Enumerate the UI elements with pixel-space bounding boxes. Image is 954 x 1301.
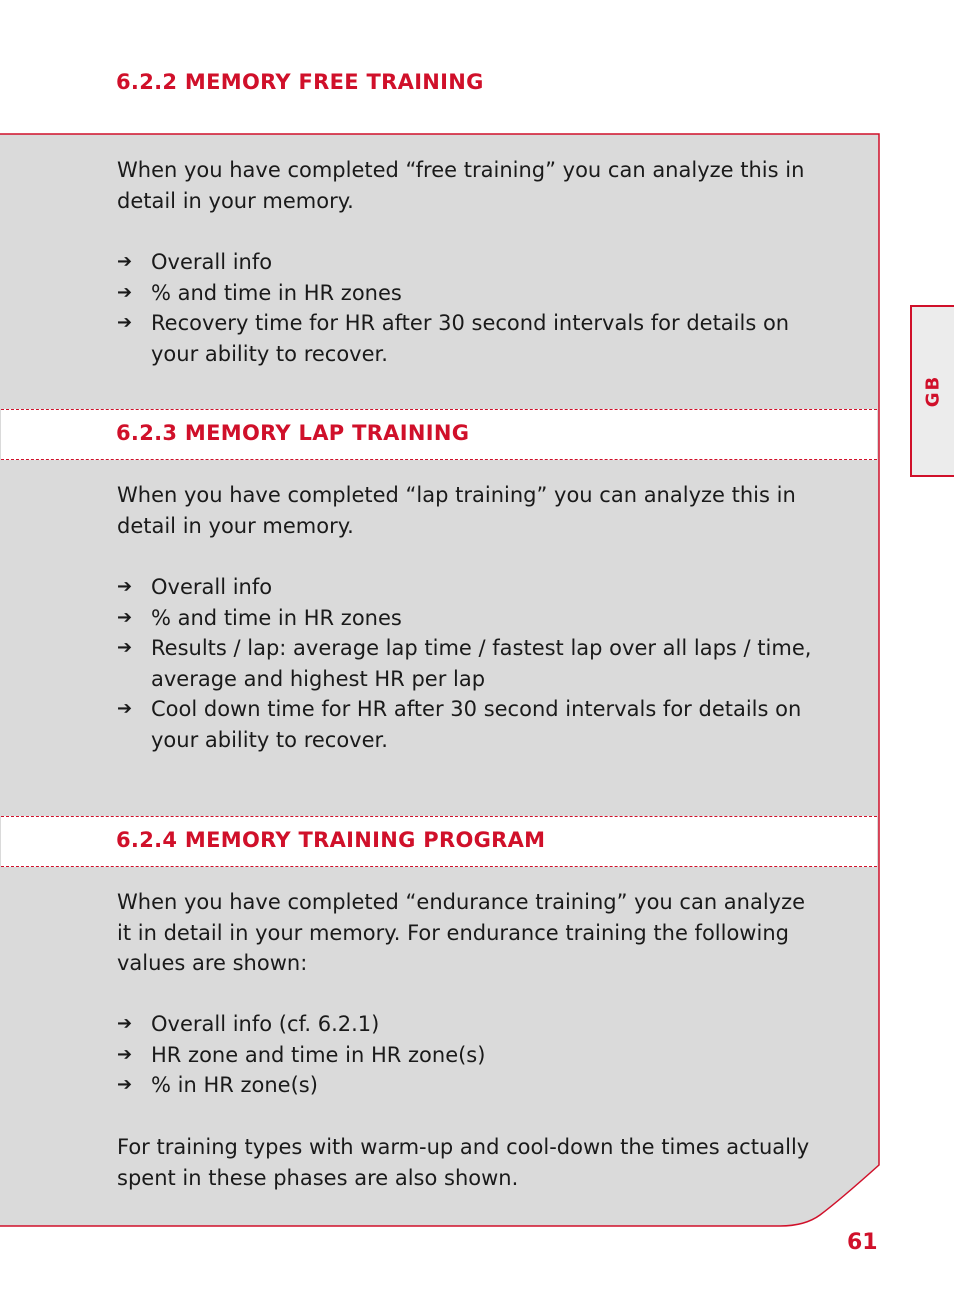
lap-training-heading-band (1, 409, 877, 460)
list-item: ➔ % and time in HR zones (117, 603, 817, 634)
training-program-intro: When you have completed “endurance training” you can analyze it in detail in your memory. For endurance training the following values are shown: (117, 890, 806, 975)
free-training-list (117, 247, 817, 369)
training-program-heading-band (1, 816, 877, 867)
free-training-intro: When you have completed “free training” you can analyze this in detail in your memory. (117, 158, 805, 213)
list-item: ➔ Overall info (117, 572, 817, 603)
language-tab-label: GB (922, 374, 944, 408)
language-tab (910, 305, 954, 477)
page-number: 61 (847, 1230, 878, 1255)
training-program-list (117, 1009, 817, 1101)
training-program-outro: For training types with warm-up and cool-down the times actually spent in these phases are also shown. (117, 1135, 810, 1190)
arrow-icon: ➔ (117, 1043, 133, 1065)
arrow-icon: ➔ (117, 576, 133, 597)
arrow-icon: ➔ (117, 637, 133, 658)
list-item: ➔ Overall info (117, 247, 817, 278)
list-item: ➔ Results / lap: average lap time / fastest lap over all laps / time, average and highest HR per lap (117, 633, 817, 694)
arrow-icon: ➔ (117, 698, 133, 719)
arrow-icon: ➔ (117, 606, 133, 628)
arrow-icon: ➔ (117, 1074, 133, 1095)
list-item: ➔ % in HR zone(s) (117, 1070, 817, 1101)
section-heading-lap-training: 6.2.3 MEMORY LAP TRAINING (116, 421, 470, 445)
list-item: ➔ % and time in HR zones (117, 278, 817, 309)
section-heading-free-training: 6.2.2 MEMORY FREE TRAINING (116, 70, 484, 94)
list-item: ➔ Overall info (cf. 6.2.1) (117, 1009, 817, 1040)
list-item: ➔ HR zone and time in HR zone(s) (117, 1040, 817, 1071)
section-heading-training-program: 6.2.4 MEMORY TRAINING PROGRAM (116, 828, 546, 852)
arrow-icon: ➔ (117, 281, 133, 303)
arrow-icon: ➔ (117, 312, 133, 333)
list-item: ➔ Recovery time for HR after 30 second intervals for details on your ability to recover. (117, 308, 817, 369)
list-item: ➔ Cool down time for HR after 30 second intervals for details on your ability to recover. (117, 694, 817, 755)
lap-training-intro: When you have completed “lap training” you can analyze this in detail in your memory. (117, 483, 796, 538)
lap-training-list (117, 572, 817, 755)
arrow-icon: ➔ (117, 251, 133, 272)
arrow-icon: ➔ (117, 1013, 133, 1034)
